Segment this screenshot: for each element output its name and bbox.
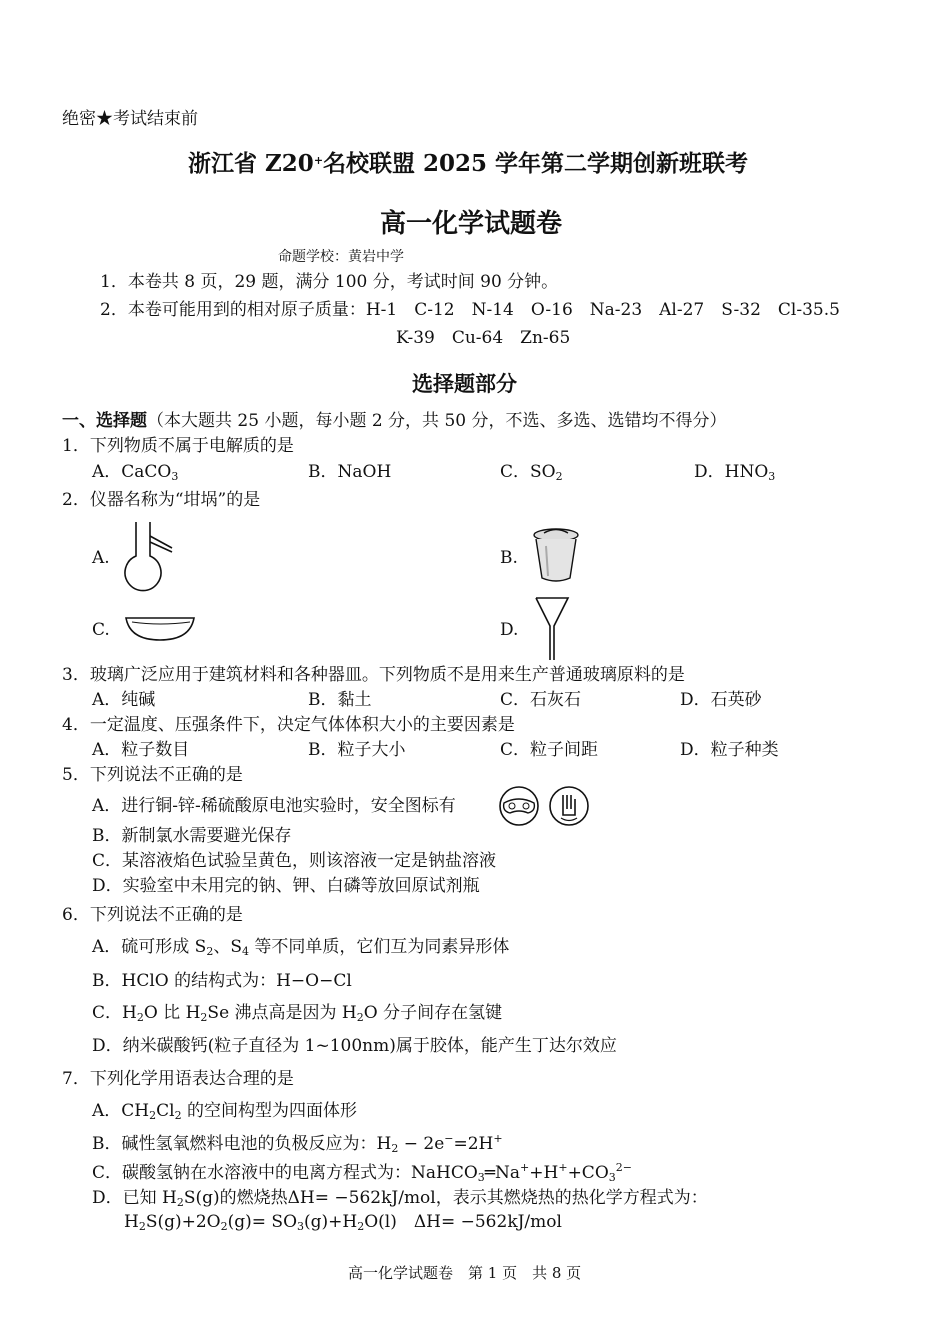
q6-option-c: C．$H_2O$ 比 $H_2Se$ 沸点高是因为 $H_2O$ 分子间存在氢键 bbox=[92, 1003, 503, 1024]
q5-stem: 5．下列说法不正确的是 bbox=[62, 765, 243, 785]
crucible-with-lid-icon bbox=[532, 526, 584, 584]
q4-stem: 4．一定温度、压强条件下，决定气体体积大小的主要因素是 bbox=[62, 715, 515, 735]
q6-option-a: A．硫可形成 $S_2$、$S_4$ 等不同单质，它们互为同素异形体 bbox=[92, 937, 510, 958]
q2-option-d: D. bbox=[500, 620, 519, 640]
q5-option-b: B．新制氯水需要避光保存 bbox=[92, 826, 292, 846]
q3-option-a: A．纯碱 bbox=[92, 690, 156, 710]
q2-stem: 2．仪器名称为“坩埚”的是 bbox=[62, 490, 261, 510]
q1-stem: 1．下列物质不属于电解质的是 bbox=[62, 436, 294, 456]
goggles-safety-icon bbox=[498, 785, 540, 827]
q4-option-d: D．粒子种类 bbox=[680, 740, 779, 760]
page-footer: 高一化学试题卷 第 1 页 共 8 页 bbox=[348, 1264, 582, 1282]
evaporating-dish-icon bbox=[124, 612, 198, 644]
subject-title: 高一化学试题卷 bbox=[380, 209, 563, 239]
q7-option-a: A．$CH_2Cl_2$ 的空间构型为四面体形 bbox=[92, 1101, 357, 1122]
q1-option-b: B．NaOH bbox=[308, 462, 392, 482]
q2-option-a: A. bbox=[92, 548, 110, 568]
q1-option-a: A．CaCO$_3$ bbox=[92, 462, 179, 483]
q4-option-c: C．粒子间距 bbox=[500, 740, 599, 760]
q6-option-b: B．HClO 的结构式为：H−O−Cl bbox=[92, 971, 352, 991]
q6-option-d: D．纳米碳酸钙(粒子直径为 1~100nm)属于胶体，能产生丁达尔效应 bbox=[92, 1036, 617, 1056]
q3-option-d: D．石英砂 bbox=[680, 690, 762, 710]
q3-option-b: B．黏土 bbox=[308, 690, 372, 710]
q5-option-d: D．实验室中未用完的钠、钾、白磷等放回原试剂瓶 bbox=[92, 876, 480, 896]
q1-option-d: D．$HNO_3$ bbox=[694, 462, 776, 483]
round-bottom-flask-icon bbox=[118, 520, 178, 592]
note-3: K-39 Cu-64 Zn-65 bbox=[396, 328, 571, 348]
q7-stem: 7．下列化学用语表达合理的是 bbox=[62, 1069, 294, 1089]
exam-title: 浙江省 Z20+名校联盟 2025 学年第二学期创新班联考 bbox=[188, 150, 749, 177]
q3-option-c: C．石灰石 bbox=[500, 690, 582, 710]
q2-option-c: C. bbox=[92, 620, 110, 640]
q4-option-a: A．粒子数目 bbox=[92, 740, 190, 760]
q6-stem: 6．下列说法不正确的是 bbox=[62, 905, 243, 925]
section-heading: 一、选择题（本大题共 25 小题，每小题 2 分，共 50 分，不选、多选、选错均不得分） bbox=[62, 411, 727, 431]
school-label: 命题学校：黄岩中学 bbox=[278, 249, 404, 265]
note-1: 1．本卷共 8 页，29 题，满分 100 分，考试时间 90 分钟。 bbox=[100, 272, 559, 292]
q5-option-a: A．进行铜-锌-稀硫酸原电池实验时，安全图标有 bbox=[92, 796, 456, 816]
q1-option-c: C．$SO_2$ bbox=[500, 462, 563, 483]
secret-label: 绝密★考试结束前 bbox=[62, 109, 198, 129]
q2-option-b: B. bbox=[500, 548, 518, 568]
note-2: 2．本卷可能用到的相对原子质量：H-1 C-12 N-14 O-16 Na-23 Al-27 S-32 Cl-35.5 bbox=[100, 300, 840, 320]
q7-option-d: D．已知 $H_2S(g)$的燃烧热ΔH= −562kJ/mol，表示其燃烧热的热化学方程式为： bbox=[92, 1188, 708, 1209]
q7-option-d-equation: $H_2S(g)+2O_2(g)= SO_3(g)+H_2O(l)$ ΔH= −562kJ/mol bbox=[124, 1212, 562, 1233]
part-title: 选择题部分 bbox=[412, 371, 517, 396]
q3-stem: 3．玻璃广泛应用于建筑材料和各种器皿。下列物质不是用来生产普通玻璃原料的是 bbox=[62, 665, 685, 685]
funnel-icon bbox=[534, 596, 570, 662]
q7-option-b: B．碱性氢氧燃料电池的负极反应为：$H_2 - 2e^-=2H^+$ bbox=[92, 1132, 503, 1155]
hand-wash-safety-icon bbox=[548, 785, 590, 827]
q7-option-c: C．碳酸氢钠在水溶液中的电离方程式为：$NaHCO_3═Na^++H^++CO_3^{2-}$ bbox=[92, 1161, 632, 1184]
q4-option-b: B．粒子大小 bbox=[308, 740, 406, 760]
q5-option-c: C．某溶液焰色试验呈黄色，则该溶液一定是钠盐溶液 bbox=[92, 851, 497, 871]
